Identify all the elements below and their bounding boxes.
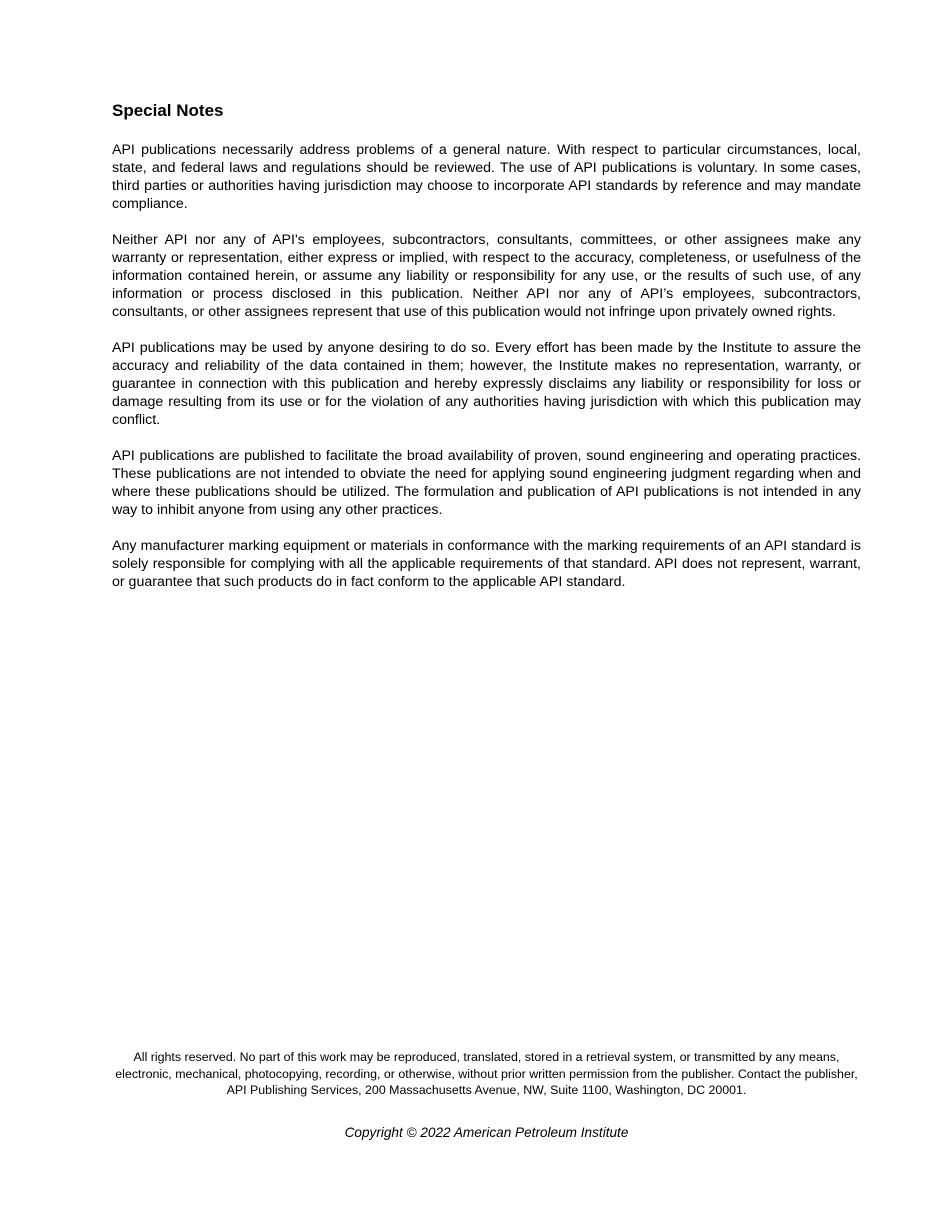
paragraph-general-nature: API publications necessarily address problems of a general nature. With respect to particular circumstances, local, state, and federal laws and regulations should be reviewed. The use of API publications is voluntary. In some cases, third parties or authorities having jurisdiction may choose to incorporate API standards by reference and may mandate compliance.: [112, 142, 861, 212]
paragraph-usage-liability: API publications may be used by anyone desiring to do so. Every effort has been made by the Institute to assure the accuracy and reliability of the data contained in them; however, the Institute makes no representation, warranty, or guarantee in connection with this publication and hereby expressly disclaims any liability or responsibility for loss or damage resulting from its use or for the violation of any authorities having jurisdiction with which this publication may conflict.: [112, 340, 861, 428]
paragraph-engineering-practices: API publications are published to facilitate the broad availability of proven, sound engineering and operating practices. These publications are not intended to obviate the need for applying sound engineering judgment regarding when and where these publications should be utilized. The formulation and publication of API publications is not intended in any way to inhibit anyone from using any other practices.: [112, 448, 861, 518]
page-footer: [112, 1049, 861, 1141]
section-title: Special Notes: [112, 101, 224, 120]
copyright-line: Copyright © 2022 American Petroleum Institute: [344, 1124, 629, 1140]
paragraph-manufacturer-marking: Any manufacturer marking equipment or materials in conformance with the marking requirements of an API standard is solely responsible for complying with all the applicable requirements of that standard. API does not represent, warrant, or guarantee that such products do in fact conform to the applicable API standard.: [112, 538, 861, 590]
special-notes-section: [112, 101, 861, 609]
rights-reserved-notice: All rights reserved. No part of this work may be reproduced, translated, stored in a retrieval system, or transmitted by any means, electronic, mechanical, photocopying, recording, or otherwise, without prior written permission from the publisher. Contact the publisher, API Publishing Services, 200 Massachusetts Avenue, NW, Suite 1100, Washington, DC 20001.: [115, 1050, 858, 1097]
paragraph-warranty-disclaimer: Neither API nor any of API's employees, subcontractors, consultants, committees, or other assignees make any warranty or representation, either express or implied, with respect to the accuracy, completeness, or usefulness of the information contained herein, or assume any liability or responsibility for any use, or the results of such use, of any information or process disclosed in this publication. Neither API nor any of API’s employees, subcontractors, consultants, or other assignees represent that use of this publication would not infringe upon privately owned rights.: [112, 232, 861, 320]
